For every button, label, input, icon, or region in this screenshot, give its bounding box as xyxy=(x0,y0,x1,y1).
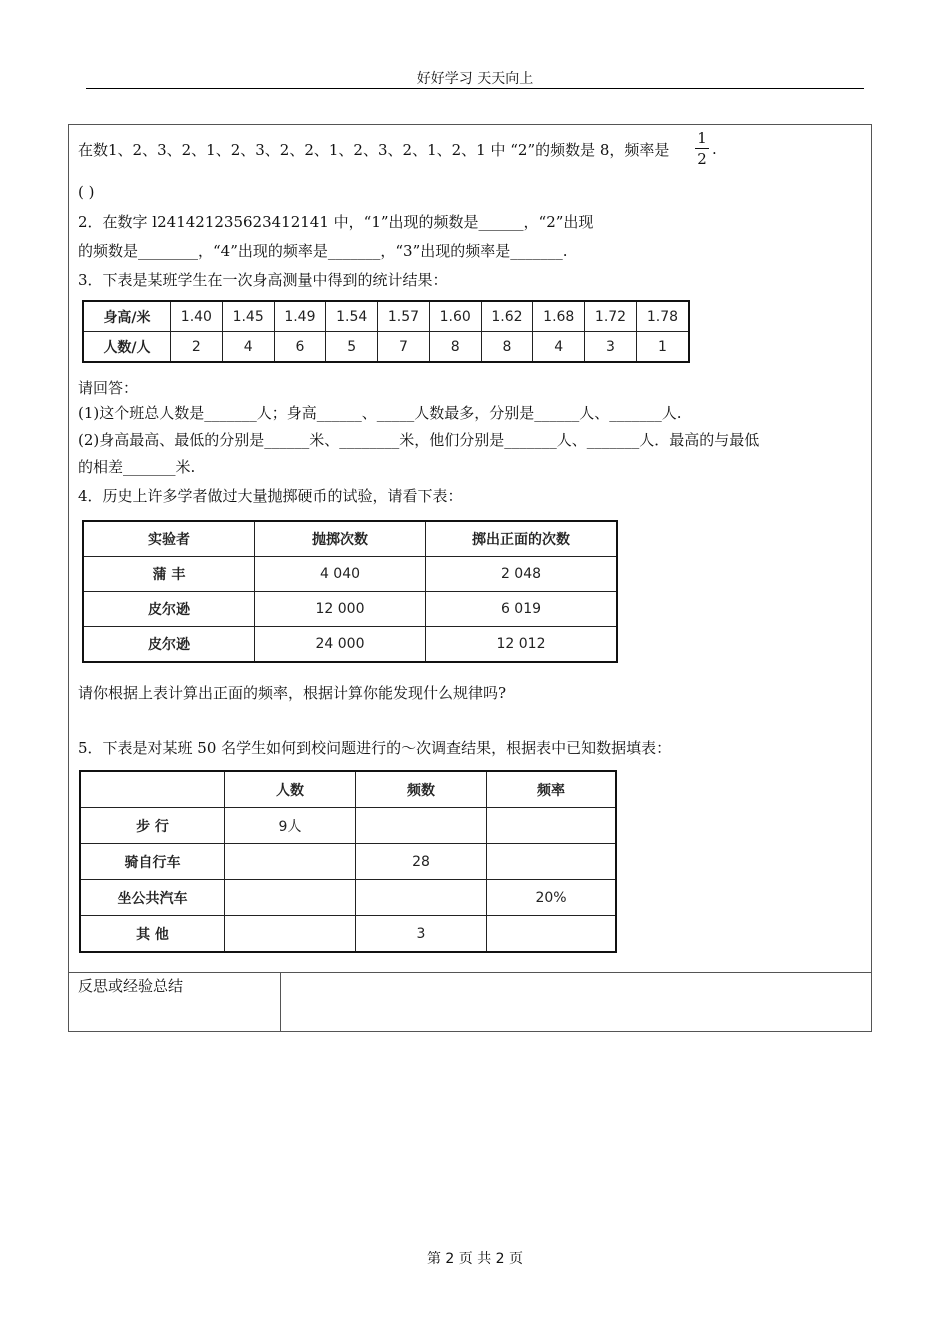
frequency-count-cell xyxy=(356,808,487,844)
frequency-rate-cell xyxy=(487,916,617,953)
count-cell: 8 xyxy=(429,332,481,363)
height-cell: 1.62 xyxy=(481,301,533,332)
q1-period: . xyxy=(712,140,717,158)
count-cell: 4 xyxy=(533,332,585,363)
q4-ask: 请你根据上表计算出正面的频率，根据计算你能发现什么规律吗? xyxy=(78,684,507,702)
height-cell: 1.78 xyxy=(636,301,689,332)
count-cell: 2 xyxy=(171,332,223,363)
mode-cell: 骑自行车 xyxy=(80,844,225,880)
q2-line2: 的频数是________，“4”出现的频率是_______，“3”出现的频率是_______. xyxy=(78,242,568,260)
commute-survey-table xyxy=(79,770,617,953)
height-cell: 1.40 xyxy=(171,301,223,332)
frequency-rate-cell: 20% xyxy=(487,880,617,916)
fraction-denominator: 2 xyxy=(697,150,707,168)
column-header: 抛掷次数 xyxy=(255,521,426,557)
column-header: 频数 xyxy=(356,771,487,808)
q3-line1: 3．下表是某班学生在一次身高测量中得到的统计结果： xyxy=(78,271,448,289)
q3-sub2a: (2)身高最高、最低的分别是______米、________米，他们分别是_______人、_______人．最高的与最低 xyxy=(78,431,760,449)
toss-count-cell: 24 000 xyxy=(255,627,426,663)
summary-label: 反思或经验总结 xyxy=(78,977,184,995)
experimenter-cell: 蒲 丰 xyxy=(83,557,255,592)
people-cell: 9人 xyxy=(225,808,356,844)
column-header: 实验者 xyxy=(83,521,255,557)
q3-sub2b: 的相差_______米. xyxy=(78,458,196,476)
q4-line1: 4．历史上许多学者做过大量抛掷硬币的试验，请看下表： xyxy=(78,487,463,505)
count-cell: 8 xyxy=(481,332,533,363)
page-header: 好好学习 天天向上 xyxy=(416,71,534,87)
heads-count-cell: 6 019 xyxy=(426,592,618,627)
q5-line1: 5．下表是对某班 50 名学生如何到校问题进行的～次调查结果，根据表中已知数据填表： xyxy=(78,739,672,757)
count-cell: 7 xyxy=(378,332,430,363)
column-header: 掷出正面的次数 xyxy=(426,521,618,557)
heads-count-cell: 12 012 xyxy=(426,627,618,663)
q2-line1: 2．在数字 l241421235623412141 中，“1”出现的频数是______，“2”出现 xyxy=(78,213,594,231)
mode-cell: 其 他 xyxy=(80,916,225,953)
heads-count-cell: 2 048 xyxy=(426,557,618,592)
toss-count-cell: 12 000 xyxy=(255,592,426,627)
height-cell: 1.68 xyxy=(533,301,585,332)
height-row xyxy=(83,301,689,332)
count-cell: 6 xyxy=(274,332,326,363)
summary-column-divider xyxy=(280,972,281,1032)
column-header xyxy=(80,771,225,808)
table-header-row xyxy=(83,521,617,557)
table-row xyxy=(83,592,617,627)
count-cell: 3 xyxy=(585,332,637,363)
column-header: 人数 xyxy=(225,771,356,808)
people-cell xyxy=(225,844,356,880)
experimenter-cell: 皮尔逊 xyxy=(83,627,255,663)
count-cell: 1 xyxy=(636,332,689,363)
count-row xyxy=(83,332,689,363)
table-row xyxy=(80,844,616,880)
q1-text: 在数1、2、3、2、1、2、3、2、2、1、2、3、2、1、2、1 中 “2”的频数是 8，频率是 xyxy=(78,141,670,159)
page-footer: 第 2 页 共 2 页 xyxy=(426,1251,524,1267)
frequency-rate-cell xyxy=(487,844,617,880)
toss-count-cell: 4 040 xyxy=(255,557,426,592)
height-cell: 1.54 xyxy=(326,301,378,332)
table-row xyxy=(83,557,617,592)
height-table xyxy=(82,300,690,363)
height-cell: 1.60 xyxy=(429,301,481,332)
count-cell: 4 xyxy=(222,332,274,363)
mode-cell: 坐公共汽车 xyxy=(80,880,225,916)
count-row-header: 人数/人 xyxy=(83,332,171,363)
frequency-count-cell: 28 xyxy=(356,844,487,880)
height-cell: 1.57 xyxy=(378,301,430,332)
header-rule xyxy=(86,88,864,89)
height-cell: 1.45 xyxy=(222,301,274,332)
fraction-one-half xyxy=(694,128,710,169)
count-cell: 5 xyxy=(326,332,378,363)
q1-answer-paren: ( ) xyxy=(78,183,95,201)
frequency-count-cell xyxy=(356,880,487,916)
people-cell xyxy=(225,880,356,916)
frequency-rate-cell xyxy=(487,808,617,844)
table-row xyxy=(80,880,616,916)
mode-cell: 步 行 xyxy=(80,808,225,844)
coin-toss-table xyxy=(82,520,618,663)
table-header-row xyxy=(80,771,616,808)
table-row xyxy=(80,916,616,953)
summary-divider xyxy=(68,972,872,973)
fraction-numerator: 1 xyxy=(697,129,707,147)
q3-sub1: (1)这个班总人数是_______人；身高______、_____人数最多，分别是______人、_______人. xyxy=(78,404,682,422)
table-row xyxy=(83,627,617,663)
column-header: 频率 xyxy=(487,771,617,808)
frequency-count-cell: 3 xyxy=(356,916,487,953)
height-cell: 1.72 xyxy=(585,301,637,332)
height-row-header: 身高/米 xyxy=(83,301,171,332)
experimenter-cell: 皮尔逊 xyxy=(83,592,255,627)
table-row xyxy=(80,808,616,844)
q3-ask: 请回答： xyxy=(78,379,139,397)
height-cell: 1.49 xyxy=(274,301,326,332)
people-cell xyxy=(225,916,356,953)
